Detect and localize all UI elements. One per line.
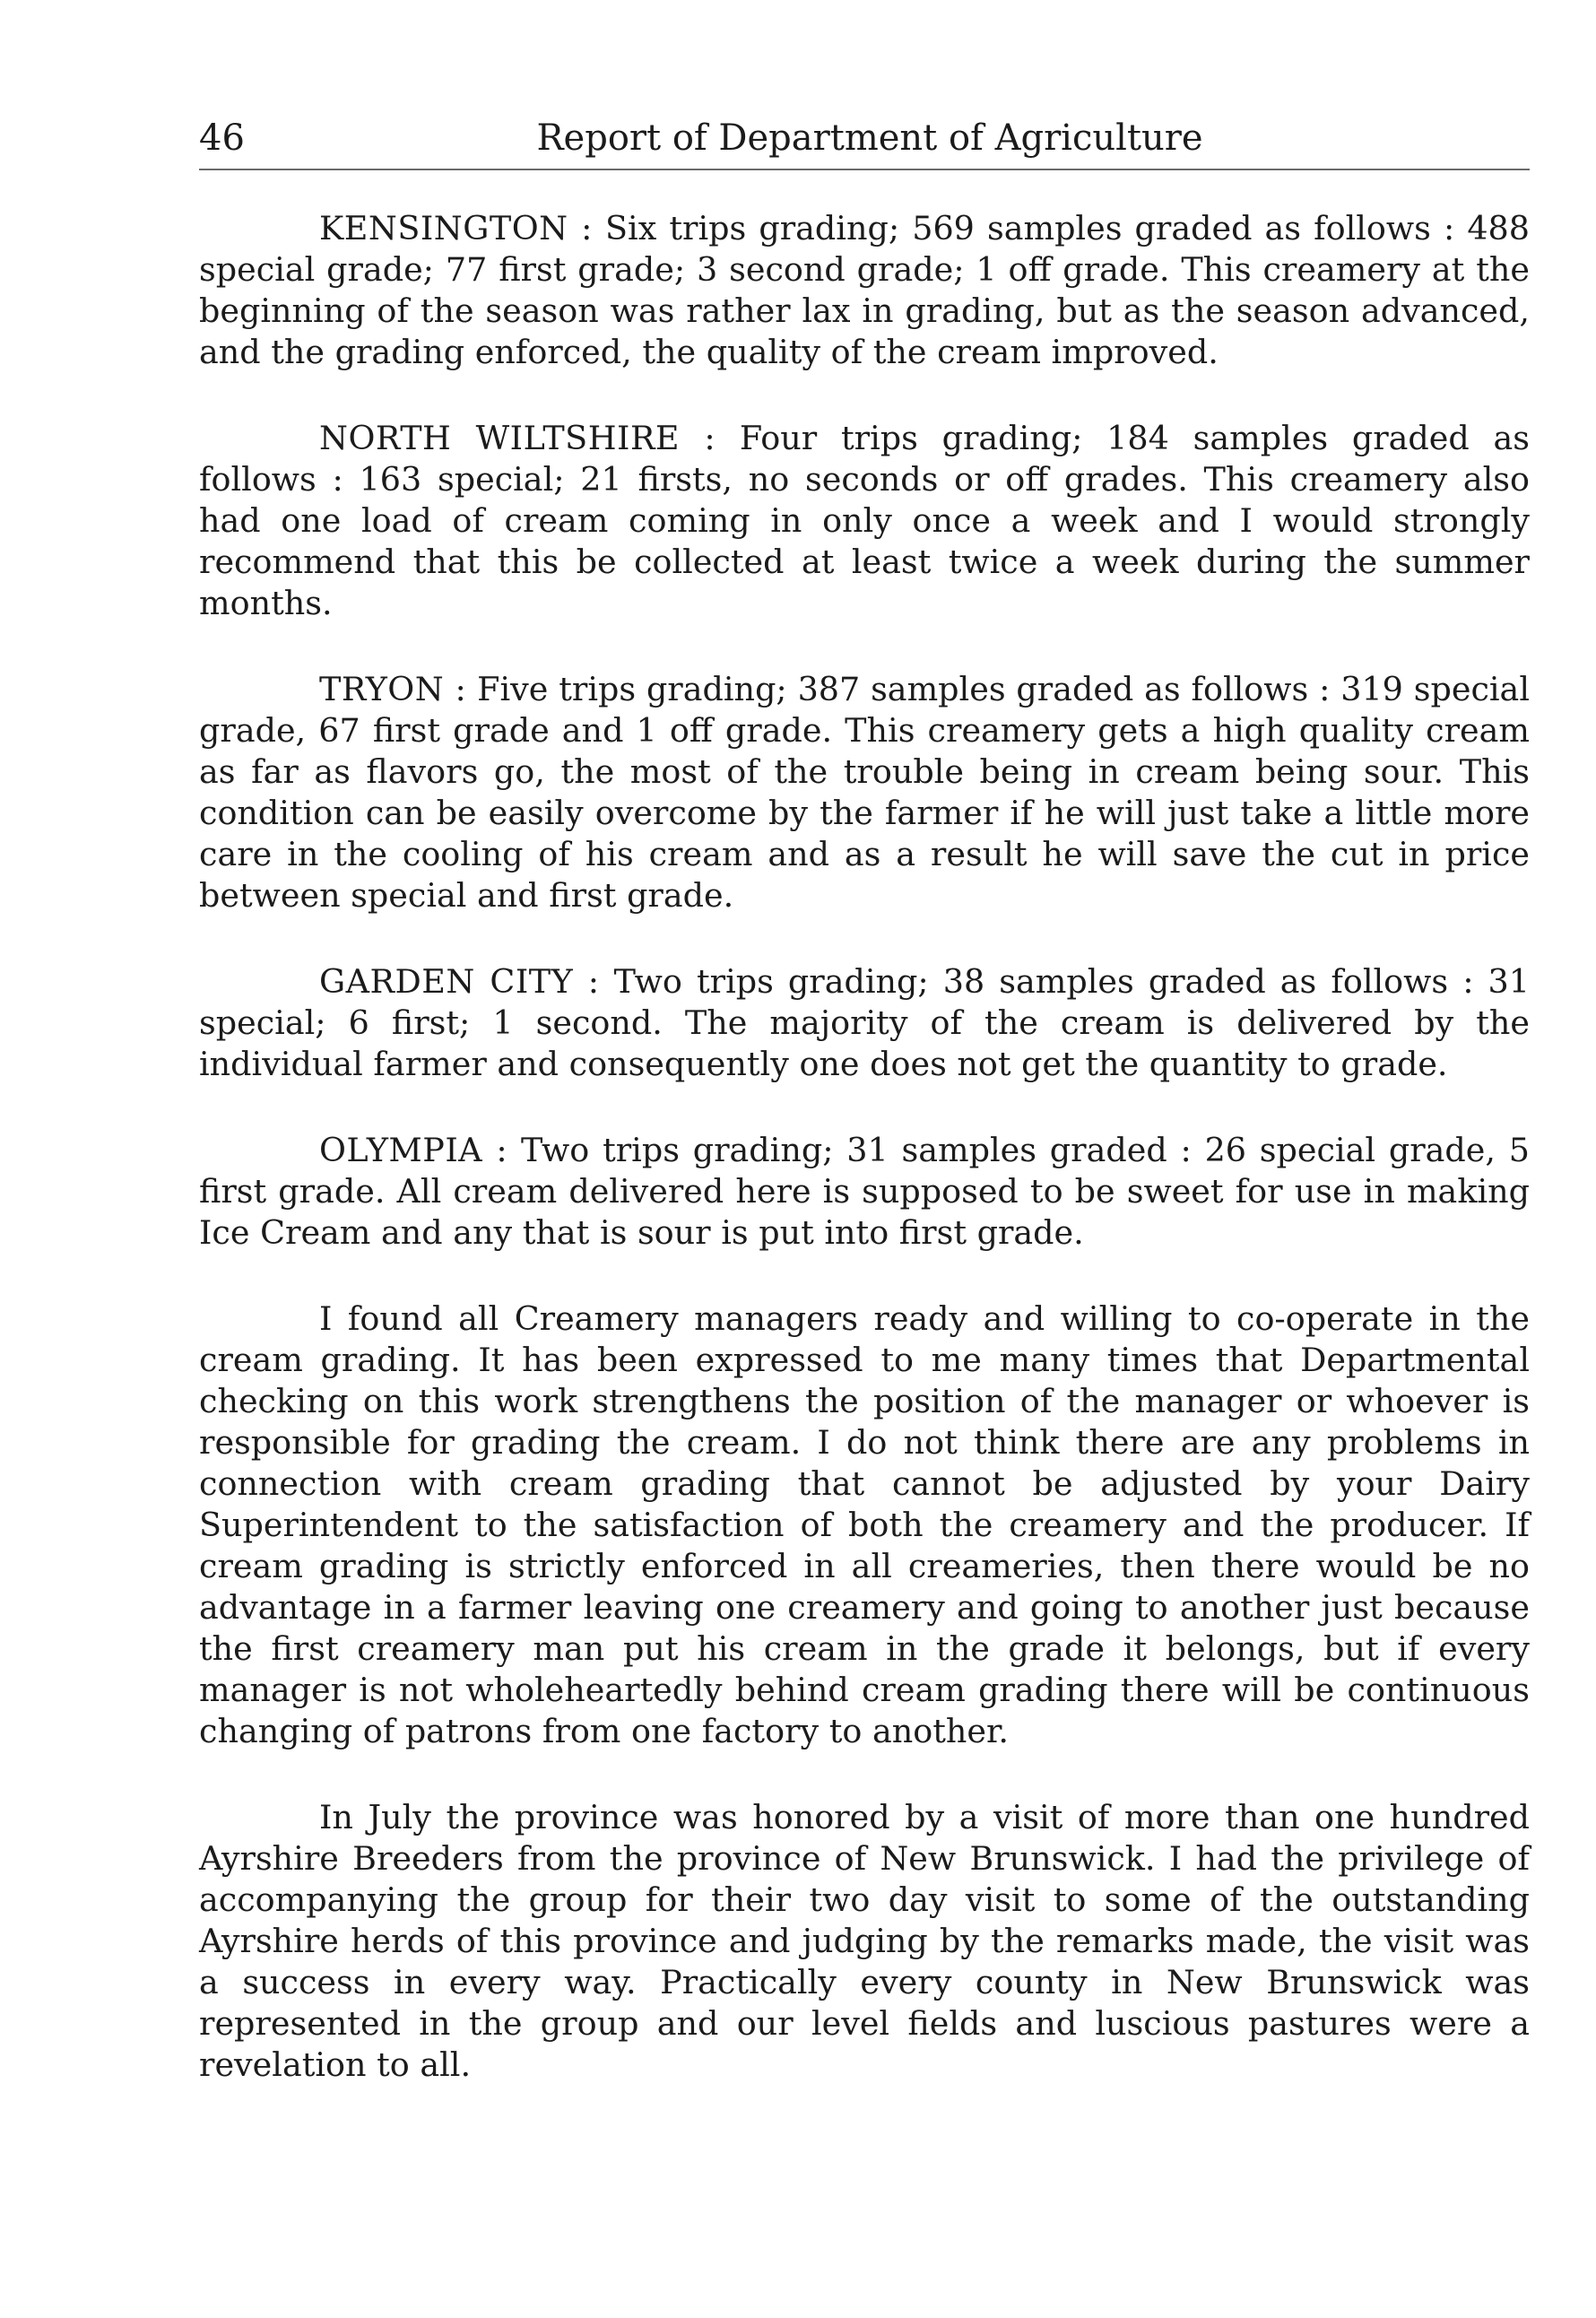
- paragraph-tryon: [199, 669, 1530, 916]
- paragraph-text: Two trips grading; 38 samples graded as follows : 31 special; 6 first; 1 second. The majority of the cream is delivered by the individual farmer and consequently one does not get the quantity to grade.: [199, 962, 1530, 1083]
- paragraph-garden-city: [199, 961, 1530, 1085]
- paragraph-north-wiltshire: [199, 418, 1530, 624]
- running-title: Report of Department of Agriculture: [536, 117, 1203, 159]
- paragraph-lead: GARDEN CITY :: [319, 962, 600, 1001]
- paragraph-lead: TRYON :: [319, 670, 467, 708]
- paragraph-lead: KENSINGTON :: [319, 209, 593, 247]
- paragraph-olympia: [199, 1130, 1530, 1254]
- paragraph-text: I found all Creamery managers ready and willing to co-operate in the cream grading. It has been expressed to me many times that Departmental checking on this work strengthens the position of the manager or whoever is responsible for grading the cream. I do not think there are any problems in connection with cream grading that cannot be adjusted by your Dairy Superintendent to the satisfaction of both the creamery and the producer. If cream grading is strictly enforced in all creameries, then there would be no advantage in a farmer leaving one creamery and going to another just because the first creamery man put his cream in the grade it belongs, but if every manager is not wholeheartedly behind cream grading there will be continuous changing of patrons from one factory to another.: [199, 1299, 1530, 1750]
- page-number: 46: [199, 117, 245, 159]
- paragraph-text: Two trips grading; 31 samples graded : 26 special grade, 5 first grade. All cream delivered here is supposed to be sweet for use in making Ice Cream and any that is sour is put into first grade.: [199, 1131, 1530, 1252]
- paragraph-lead: OLYMPIA :: [319, 1131, 508, 1169]
- paragraph-ayrshire-visit: [199, 1797, 1530, 2086]
- paragraph-text: Four trips grading; 184 samples graded as follows : 163 special; 21 firsts, no seconds or off grades. This creamery also had one load of cream coming in only once a week and I would strongly recommend that this be collected at least twice a week during the summer months.: [199, 419, 1530, 622]
- header-rule: [199, 169, 1530, 170]
- paragraph-text: Six trips grading; 569 samples graded as follows : 488 special grade; 77 first grade; 3 second grade; 1 off grade. This creamery at the beginning of the season was rather lax in grading, but as the season advanced, and the grading enforced, the quality of the cream improved.: [199, 209, 1530, 371]
- paragraph-kensington: [199, 208, 1530, 373]
- body-text: [199, 208, 1530, 2131]
- paragraph-text: Five trips grading; 387 samples graded as follows : 319 special grade, 67 first grade and 1 off grade. This creamery gets a high quality cream as far as flavors go, the most of the trouble being in cream being sour. This condition can be easily overcome by the farmer if he will just take a little more care in the cooling of his cream and as a result he will save the cut in price between special and first grade.: [199, 670, 1530, 915]
- page-header: [199, 111, 1530, 165]
- paragraph-lead: NORTH WILTSHIRE :: [319, 419, 716, 457]
- paragraph-text: In July the province was honored by a visit of more than one hundred Ayrshire Breeders from the province of New Brunswick. I had the privilege of accompanying the group for their two day visit to some of the outstanding Ayrshire herds of this province and judging by the remarks made, the visit was a success in every way. Practically every county in New Brunswick was represented in the group and our level fields and luscious pastures were a revelation to all.: [199, 1798, 1530, 2084]
- paragraph-creamery-managers: [199, 1298, 1530, 1752]
